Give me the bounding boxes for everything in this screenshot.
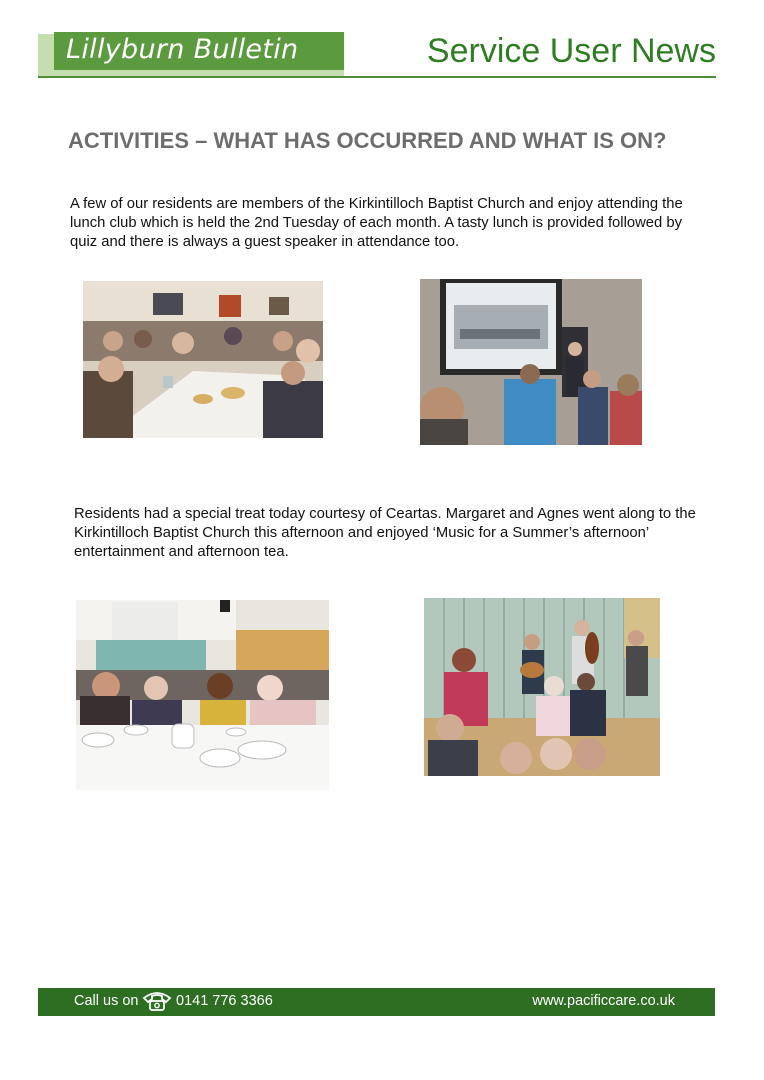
photo-lunch-club-hall [83, 281, 323, 438]
phone-icon [142, 990, 172, 1012]
photo-afternoon-tea-residents [76, 600, 329, 790]
section-heading: ACTIVITIES – WHAT HAS OCCURRED AND WHAT IS ON? [68, 128, 667, 153]
photo-music-performance [424, 598, 660, 776]
paragraph-lunch-club: A few of our residents are members of the Kirkintilloch Baptist Church and enjoy attending the lunch club which is held the 2nd Tuesday of each month. A tasty lunch is provided followed by quiz and there is always a guest speaker in attendance too. [70, 196, 683, 250]
header-divider [38, 76, 716, 78]
footer-phone-number[interactable]: 0141 776 3366 [176, 993, 273, 1009]
paragraph-ceartas-treat: Residents had a special treat today courtesy of Ceartas. Margaret and Agnes went along to the Kirkintilloch Baptist Church this afternoon and enjoyed ‘Music for a Summer’s afternoon’ entertainment and afternoon tea. [74, 506, 696, 560]
photo-guest-speaker [420, 279, 642, 445]
footer-call-label: Call us on [74, 993, 139, 1009]
footer-website-link[interactable]: www.pacificcare.co.uk [532, 993, 675, 1009]
page-footer [38, 988, 715, 1016]
page-title: Service User News [426, 32, 716, 70]
page-header [0, 0, 764, 90]
brand-title: Lillyburn Bulletin [66, 34, 299, 65]
